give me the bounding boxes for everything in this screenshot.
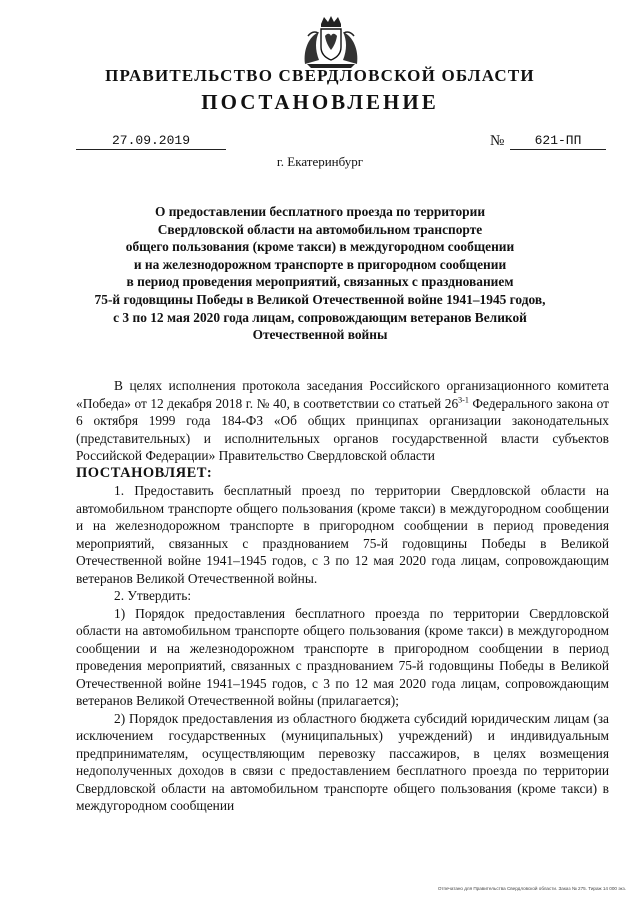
paragraph-2-1: 1) Порядок предоставления бесплатного проезда по территории Свердловской области на автомобильном транспорте общего пользования (кроме такси) в междугородном сообщении и на железнодорожном транспорте в пригородном сообщении в период проведения мероприятий, связанных с празднованием 75-й годовщины Победы в Великой Отечественной войне 1941–1945 годов, с 3 по 12 мая 2020 года лицам, сопровождающим ветеранов Великой Отечественной войны (прилагается); [76,605,609,708]
paragraph-2-2: 2) Порядок предоставления из областного бюджета субсидий юридическим лицам (за исключением государственных (муниципальных) учреждений) и индивидуальным предпринимателям, осуществляющим перевозку пассажиров, в целях возмещения недополученных доходов в связи с предоставлением бесплатного проезда по территории Свердловской области на автомобильном транспорте общего пользования (кроме такси) в междугородном сообщении [76,710,609,813]
title-line: Свердловской области на автомобильном транспорте [157,221,483,237]
title-line: общего пользования (кроме такси) в междугородном сообщении [125,239,515,255]
paragraph-1: 1. Предоставить бесплатный проезд по территории Свердловской области на автомобильном транспорте общего пользования (кроме такси) в междугородном сообщении и на железнодорожном транспорте в пригородном сообщении в период проведения мероприятий, связанных с празднованием 75-й годовщины Победы в Великой Отечественной войне 1941–1945 годов, с 3 по 12 мая 2020 года лицам, сопровождающим ветеранов Великой Отечественной войны. [76,483,609,586]
title-line: и на железнодорожном транспорте в пригородном сообщении [133,256,507,272]
article-superscript: 3-1 [458,395,469,405]
preamble-text-a: В целях исполнения протокола заседания Российского организационного комитета «Победа» от 12 декабря 2018 г. № 40, в соответствии со статьей 26 [76,378,609,411]
title-line: с 3 по 12 мая 2020 года лицам, сопровождающим ветеранов Великой [113,309,527,325]
decree-body [76,377,609,815]
title-line: 75-й годовщины Победы в Великой Отечественной войне 1941–1945 годов, [94,291,546,307]
paragraph-2: 2. Утвердить: [114,588,192,603]
resolves-heading: ПОСТАНОВЛЯЕТ: [76,464,213,481]
decree-date: 27.09.2019 [76,133,226,150]
city: г. Екатеринбург [276,154,364,169]
print-footer: Отпечатано для Правительства Свердловской области. Заказ № 275. Тираж 14 000 экз. [437,886,626,891]
document-type: ПОСТАНОВЛЕНИЕ [201,90,439,114]
coat-of-arms-emblem [299,14,363,70]
government-name: ПРАВИТЕЛЬСТВО СВЕРДЛОВСКОЙ ОБЛАСТИ [105,66,535,85]
title-line: Отечественной войны [252,327,388,343]
preamble-paragraph [76,377,609,465]
title-line: О предоставлении бесплатного проезда по территории [154,204,486,219]
decree-title [60,203,580,344]
number-label: № [490,133,505,149]
title-line: в период проведения мероприятий, связанных с празднованием [126,274,514,290]
preamble-text-b: Федерального закона от 6 октября 1999 года 184-ФЗ «Об общих принципах организации законодательных (представительных) и исполнительных органов государственной власти субъектов Российской Федерации» Правительство Свердловской области [76,395,610,463]
decree-number: 621-ПП [510,133,606,150]
